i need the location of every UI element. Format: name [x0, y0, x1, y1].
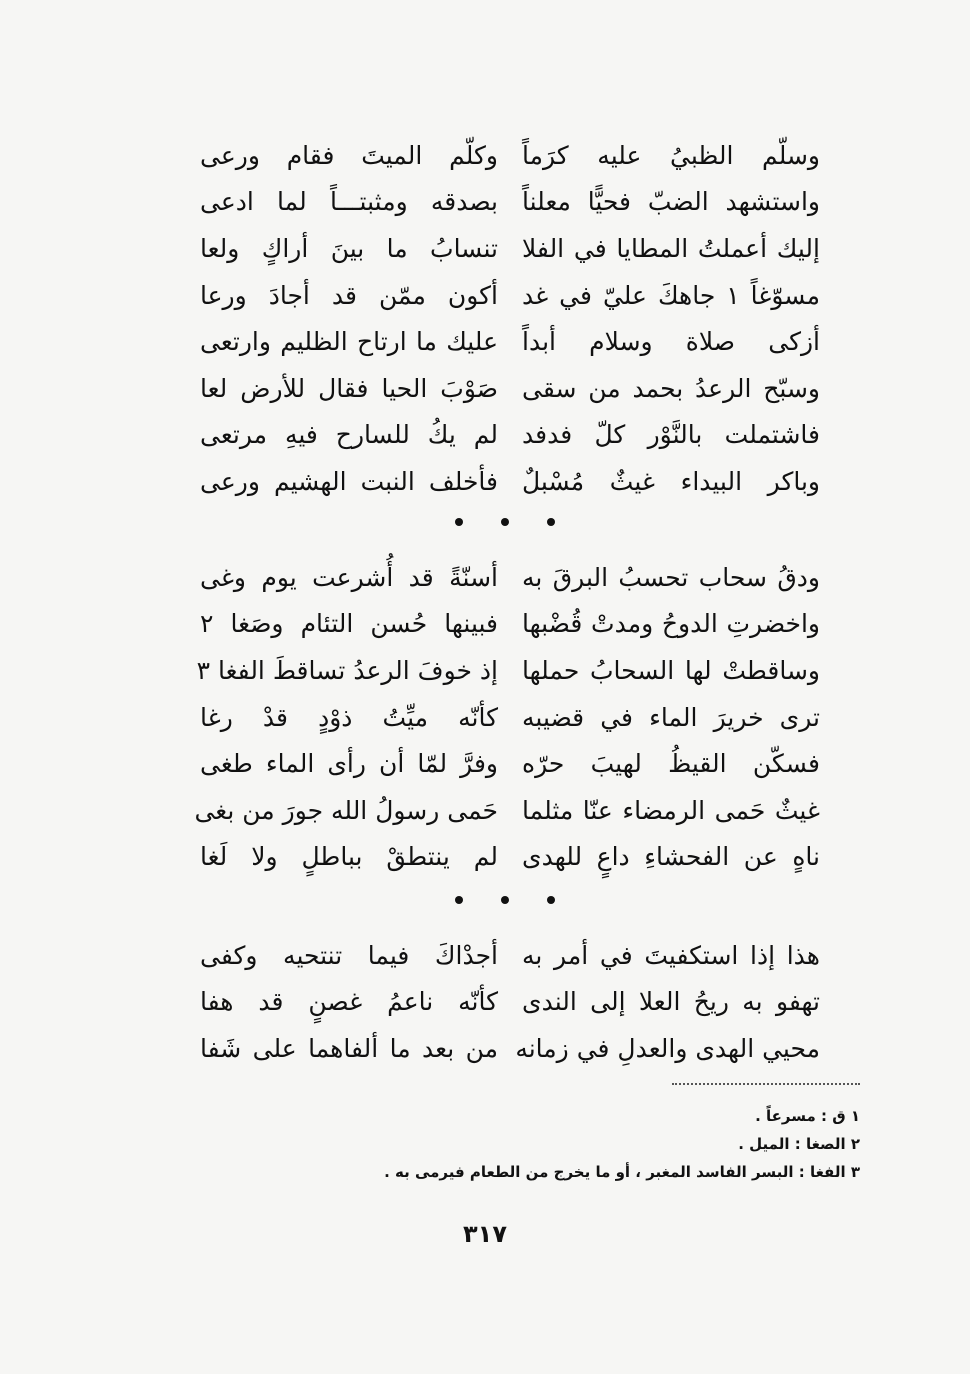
first-hemistich: هذا إذا استكفيتَ في أمر به — [522, 940, 820, 970]
verse-line — [200, 979, 820, 1026]
first-hemistich: فسكّن القيظُ لهيبَ حرّه — [522, 749, 820, 779]
first-hemistich: غيثٌ حَمى الرمضاء عنّا مثلما — [522, 795, 820, 825]
first-hemistich: ودقُ سحاب تحسبُ البرقَ به — [522, 562, 820, 592]
second-hemistich: وكلّم الميتَ فقام ورعى — [200, 140, 498, 170]
verse-line — [200, 179, 820, 226]
first-hemistich: مسوّغاً ١ جاهكَ عليّ في غد — [522, 280, 820, 310]
verse-line — [200, 834, 820, 881]
second-hemistich: صَوْبَ الحيا فقال للأرض لعا — [200, 373, 498, 403]
section-separator — [455, 518, 555, 526]
second-hemistich: إذ خوفَ الرعدُ تساقطَ الفغا ٣ — [196, 655, 498, 685]
poem-stanza-2 — [194, 554, 820, 880]
second-hemistich: بصدقه ومثبتـــاً لما ادعى — [200, 187, 498, 217]
footnote-divider — [672, 1083, 860, 1085]
footnote-3: ٣ الفغا : البسر الفاسد المغبر ، أو ما يخرج من الطعام فيرمى به . — [384, 1163, 860, 1181]
first-hemistich: وسبّح الرعدُ بحمد من سقى — [522, 373, 820, 403]
second-hemistich: لم يكُ للسارح فيهِ مرتعى — [200, 420, 498, 450]
first-hemistich: وباكر البيداء غيثٌ مُسْبلٌ — [522, 466, 820, 496]
first-hemistich: فاشتملت بالنَّوْر كلّ فدفد — [522, 420, 820, 450]
separator-dot — [501, 896, 509, 904]
first-hemistich: ترى خريرَ الماء في قضيبه — [522, 702, 820, 732]
first-hemistich: وساقطتْ لها السحابُ حملها — [522, 655, 820, 685]
verse-line — [200, 932, 820, 979]
separator-dot — [501, 518, 509, 526]
verse-line — [200, 554, 820, 601]
second-hemistich: أجدْاكَ فيما تنتحيه وكفى — [200, 940, 498, 970]
verse-line — [194, 787, 820, 834]
footnotes — [340, 1102, 860, 1186]
first-hemistich: واخضرتِ الدوحُ ومدتْ قُضْبها — [522, 609, 820, 639]
verse-line — [200, 458, 820, 505]
footnote-2: ٢ الصغا : الميل . — [738, 1135, 860, 1153]
verse-line — [200, 1025, 820, 1072]
page-number: ٣١٧ — [463, 1220, 507, 1248]
second-hemistich: لم ينتطقْ بباطلٍ ولا لَغا — [200, 842, 498, 872]
verse-line — [196, 647, 820, 694]
verse-line — [200, 225, 820, 272]
section-separator — [455, 896, 555, 904]
poem-stanza-1 — [200, 132, 820, 505]
first-hemistich: محيي الهدى والعدلِ في زمانه — [515, 1033, 820, 1063]
separator-dot — [547, 896, 555, 904]
separator-dot — [455, 896, 463, 904]
separator-dot — [455, 518, 463, 526]
second-hemistich: وفرَّ لمّا أن رأى الماء طغى — [200, 749, 498, 779]
footnote-1: ١ ق : مسرعاً . — [755, 1107, 860, 1125]
second-hemistich: كأنّه ناعمُ غصنٍ قد هفا — [200, 987, 498, 1017]
verse-line — [200, 272, 820, 319]
verse-line — [200, 365, 820, 412]
first-hemistich: تهفو به ريحُ العلا إلى الندى — [522, 987, 820, 1017]
first-hemistich: أزكى صلاة وسلام أبداً — [522, 327, 820, 357]
verse-line — [200, 694, 820, 741]
first-hemistich: ناهٍ عن الفحشاءِ داعٍ للهدى — [522, 842, 820, 872]
second-hemistich: فأخلف النبت الهشيم ورعى — [200, 466, 498, 496]
separator-dot — [547, 518, 555, 526]
verse-line — [200, 318, 820, 365]
second-hemistich: أكون ممّن قد أجادَ ورعا — [200, 280, 498, 310]
second-hemistich: من بعد ما ألفاهما على شَفا — [200, 1033, 498, 1063]
second-hemistich: تنسابُ ما بينَ أراكٍ ولعا — [200, 233, 498, 263]
second-hemistich: عليك ما ارتاح الظليم وارتعى — [200, 327, 498, 357]
second-hemistich: أسنّةً قد أُشرعت يوم وغى — [200, 562, 498, 592]
verse-line — [200, 412, 820, 459]
second-hemistich: كأنّه ميِّتُ ذوْدٍ قدْ رغا — [200, 702, 498, 732]
second-hemistich: فبينها حُسن التئام وصَغا ٢ — [200, 609, 498, 639]
first-hemistich: إليك أعملتُ المطايا في الفلا — [522, 233, 820, 263]
verse-line — [200, 132, 820, 179]
first-hemistich: وسلّم الظبيُ عليه كرَماً — [522, 140, 820, 170]
poem-stanza-3 — [200, 932, 820, 1072]
verse-line — [200, 740, 820, 787]
first-hemistich: واستشهد الضبّ فحيًّا معلناً — [522, 187, 820, 217]
verse-line — [200, 601, 820, 648]
second-hemistich: حَمى رسولُ الله جورَ من بغى — [194, 795, 498, 825]
